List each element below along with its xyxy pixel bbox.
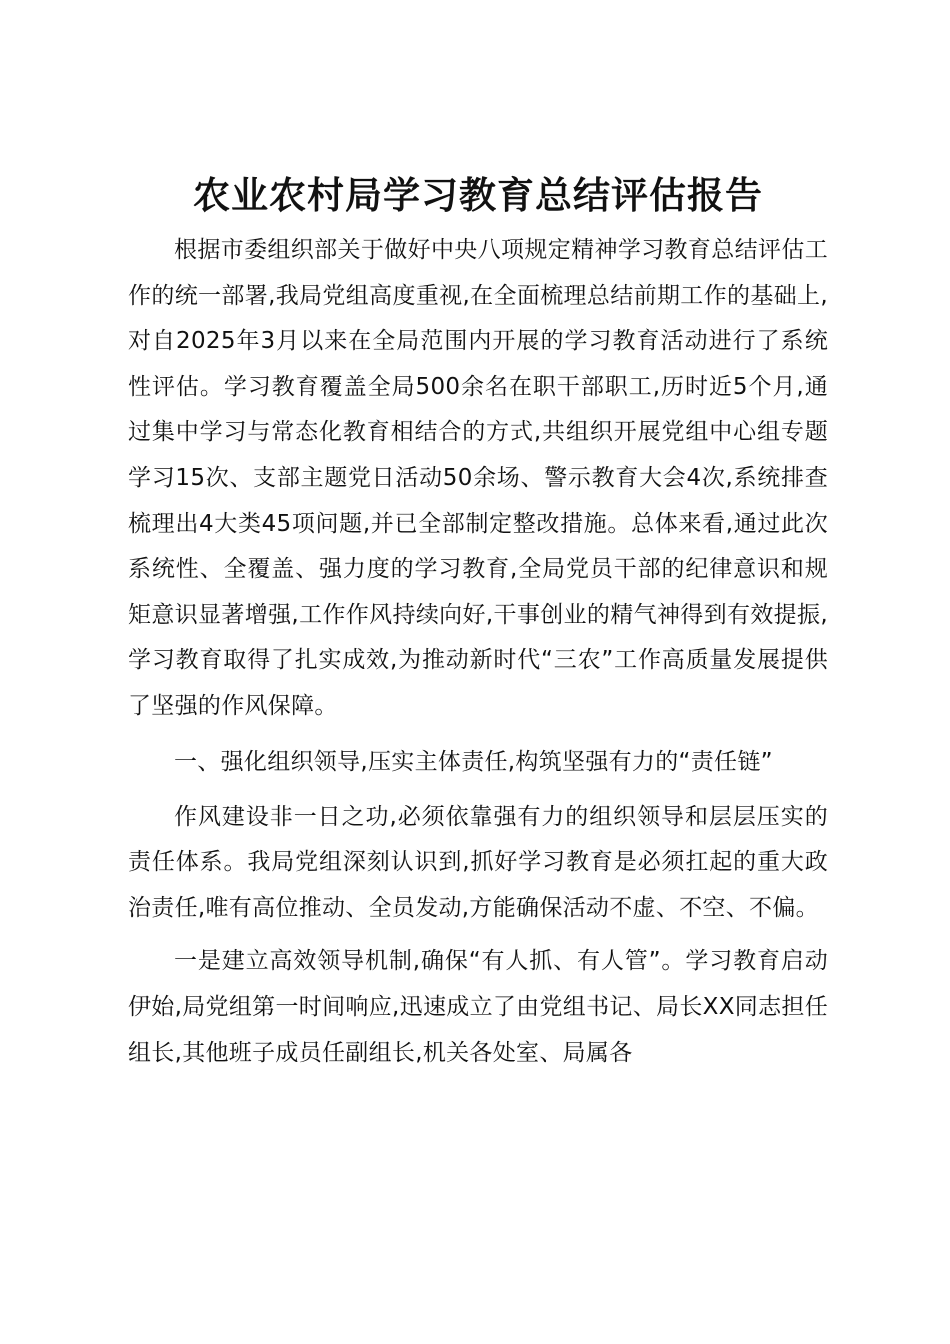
section-heading: 一、强化组织领导,压实主体责任,构筑坚强有力的“责任链” <box>174 748 773 775</box>
document-title: 农业农村局学习教育总结评估报告 <box>193 173 763 217</box>
document-body <box>128 168 828 1076</box>
subpoint-paragraph: 一是建立高效领导机制,确保“有人抓、有人管”。学习教育启动伊始,局党组第一时间响应,迅速成立了由党组书记、局长XX同志担任组长,其他班子成员任副组长,机关各处室、局属各 <box>128 948 828 1066</box>
intro-paragraph: 根据市委组织部关于做好中央八项规定精神学习教育总结评估工作的统一部署,我局党组高度重视,在全面梳理总结前期工作的基础上,对自2025年3月以来在全局范围内开展的学习教育活动进行了系统性评估。学习教育覆盖全局500余名在职干部职工,历时近5个月,通过集中学习与常态化教育相结合的方式,共组织开展党组中心组专题学习15次、支部主题党日活动50余场、警示教育大会4次,系统排查梳理出4大类45项问题,并已全部制定整改措施。总体来看,通过此次系统性、全覆盖、强力度的学习教育,全局党员干部的纪律意识和规矩意识显著增强,工作作风持续向好,干事创业的精气神得到有效提振,学习教育取得了扎实成效,为推动新时代“三农”工作高质量发展提供了坚强的作风保障。 <box>128 237 828 719</box>
section-paragraph: 作风建设非一日之功,必须依靠强有力的组织领导和层层压实的责任体系。我局党组深刻认识到,抓好学习教育是必须扛起的重大政治责任,唯有高位推动、全员发动,方能确保活动不虚、不空、不偏。 <box>128 803 828 921</box>
